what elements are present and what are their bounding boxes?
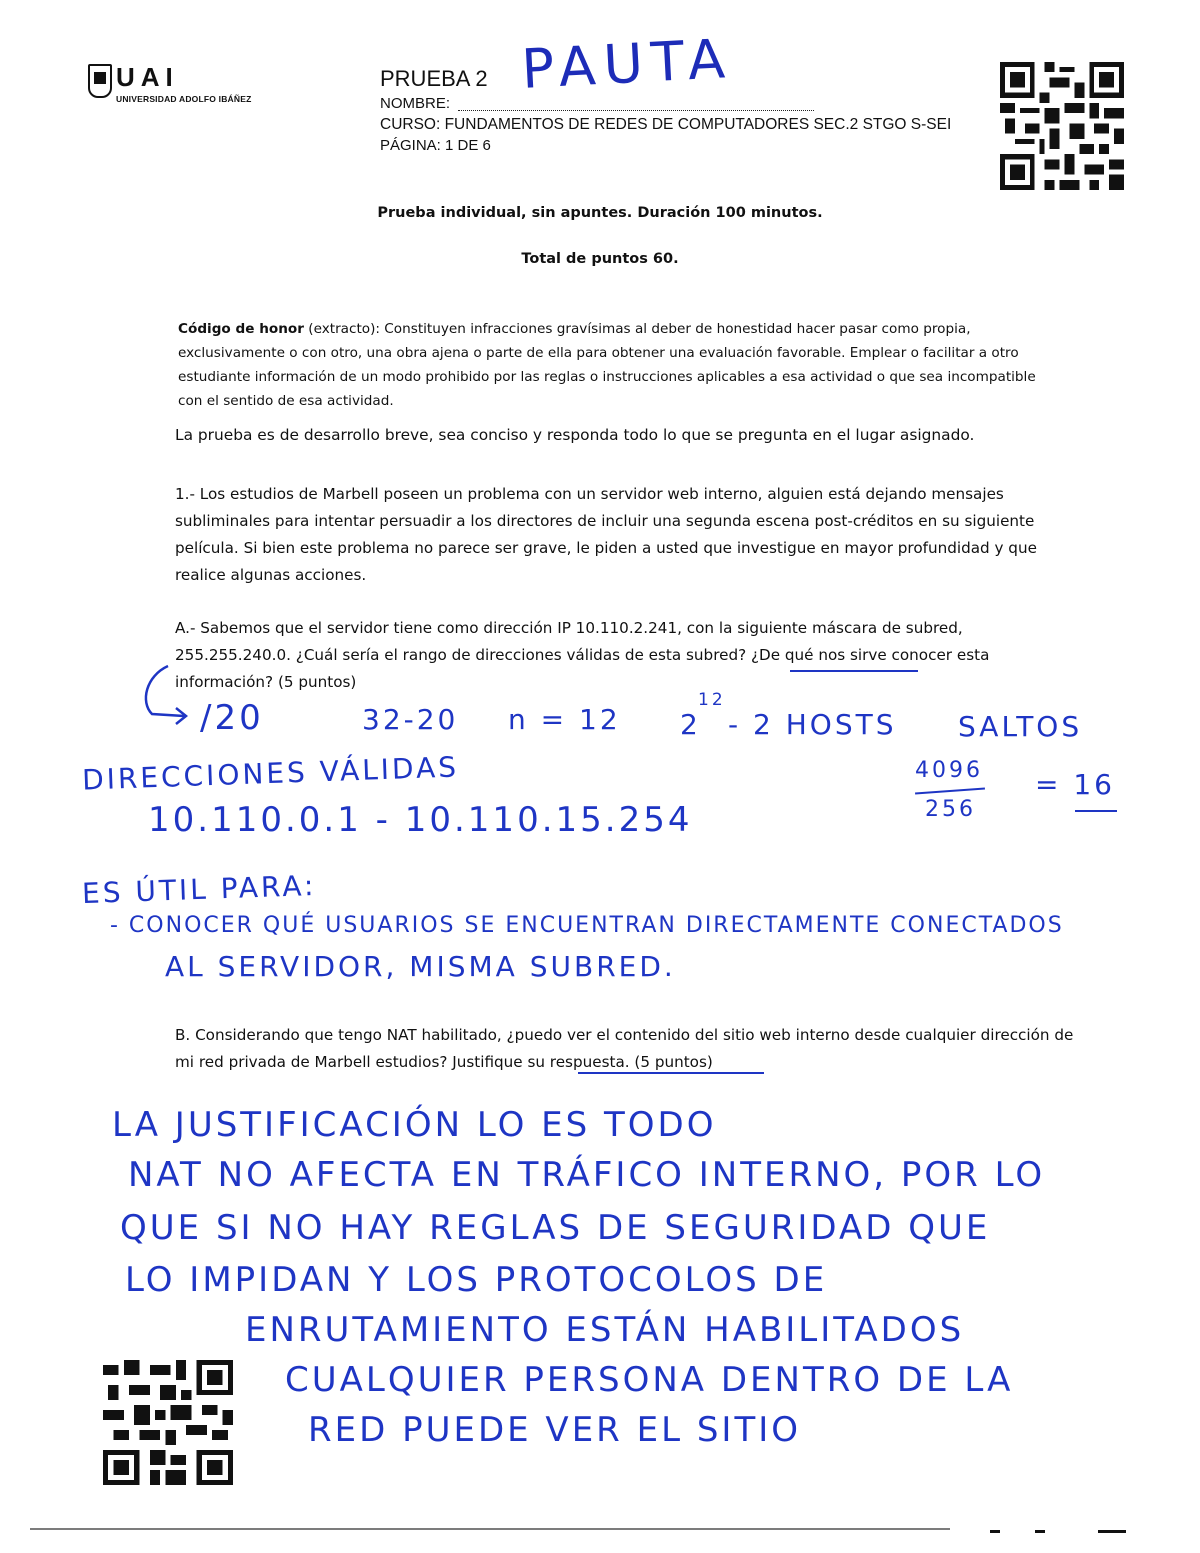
answer-a-n: n = 12 — [508, 703, 621, 736]
crest-icon — [88, 64, 112, 98]
logo-text: UAI — [116, 62, 179, 92]
answer-a-hosts-rest: - 2 HOSTS — [728, 708, 897, 741]
answer-a-div-num: 4096 — [915, 758, 983, 783]
corner-mark — [1035, 1530, 1045, 1533]
name-field-line — [458, 110, 814, 111]
underline-mark — [790, 670, 918, 672]
justify-underline — [578, 1072, 764, 1074]
honor-code-label: Código de honor — [178, 321, 304, 337]
answer-a-saltos-label: SALTOS — [958, 710, 1083, 743]
answer-a-hosts-exp: 12 — [698, 690, 726, 710]
answer-b-line-1: LA JUSTIFICACIÓN LO ES TODO — [112, 1105, 717, 1145]
qr-code-icon — [103, 1360, 233, 1485]
corner-mark — [990, 1530, 1000, 1533]
instructions-line-1: Prueba individual, sin apuntes. Duración 100 minutos. — [377, 205, 823, 221]
handwritten-name: PAUTA — [520, 26, 735, 101]
answer-a-hosts-base: 2 — [680, 708, 701, 741]
logo-subtitle: UNIVERSIDAD ADOLFO IBÁÑEZ — [116, 94, 252, 104]
answer-b-line-6: CUALQUIER PERSONA DENTRO DE LA — [285, 1360, 1014, 1400]
question-b-text: B. Considerando que tengo NAT habilitado, ¿puedo ver el contenido del sitio web interno desde cualquier dirección de mi red privada de Marbell estudios? Justifique su respuesta. (5 puntos) — [175, 1026, 1074, 1071]
result-underline — [1075, 810, 1117, 812]
bracket-arrow-mark — [138, 662, 198, 732]
page-bottom-rule — [30, 1528, 950, 1530]
answer-a-prefix: /20 — [200, 698, 264, 738]
course-line: CURSO: FUNDAMENTOS DE REDES DE COMPUTADORES SEC.2 STGO S-SEI — [380, 116, 952, 133]
university-logo — [88, 62, 252, 110]
answer-a-calc: 32-20 — [362, 703, 459, 736]
answer-b-line-5: ENRUTAMIENTO ESTÁN HABILITADOS — [245, 1310, 965, 1350]
name-label: NOMBRE: — [380, 95, 451, 112]
answer-a-range: 10.110.0.1 - 10.110.15.254 — [148, 800, 693, 840]
page-indicator: PÁGINA: 1 DE 6 — [380, 137, 491, 154]
honor-code-text: (extracto): Constituyen infracciones gravísimas al deber de honestidad hacer pasar como propia, exclusivamente o con otro, una obra ajena o parte de ella para obtener una evaluación favorable. Emplear o facilitar a otro estudiante información de un modo prohibido por las reglas o instrucciones aplicables a esa actividad o que sea incompatible con el sentido de esa actividad. — [178, 321, 1036, 409]
question-1-text: 1.- Los estudios de Marbell poseen un problema con un servidor web interno, alguien está dejando mensajes subliminales para intentar persuadir a los directores de incluir una segunda escena post-créditos en su siguiente película. Si bien este problema no parece ser grave, le piden a usted que investigue en mayor profundidad y que realice algunas acciones. — [175, 485, 1037, 584]
answer-a-div-den: 256 — [925, 797, 976, 822]
answer-a-div-result: = 16 — [1035, 768, 1115, 801]
fraction-line — [915, 788, 985, 795]
answer-b-line-2: NAT NO AFECTA EN TRÁFICO INTERNO, POR LO — [128, 1155, 1046, 1195]
answer-a-useful-line-2: AL SERVIDOR, MISMA SUBRED. — [165, 950, 676, 983]
answer-b-line-7: RED PUEDE VER EL SITIO — [308, 1410, 802, 1450]
answer-a-useful-label: ES ÚTIL PARA: — [81, 868, 317, 911]
honor-code — [178, 317, 1048, 413]
exam-title: PRUEBA 2 — [380, 66, 488, 91]
corner-mark — [1098, 1530, 1126, 1533]
qr-code-icon — [1000, 62, 1124, 190]
answer-a-useful-line-1: - CONOCER QUÉ USUARIOS SE ENCUENTRAN DIRECTAMENTE CONECTADOS — [110, 913, 1064, 938]
answer-b-line-3: QUE SI NO HAY REGLAS DE SEGURIDAD QUE — [120, 1208, 991, 1248]
question-a-text: A.- Sabemos que el servidor tiene como dirección IP 10.110.2.241, con la siguiente máscara de subred, 255.255.240.0. ¿Cuál sería el rango de direcciones válidas de esta subred? ¿De qué nos sirve conocer esta información? (5 puntos) — [175, 619, 990, 691]
exam-intro: La prueba es de desarrollo breve, sea conciso y responda todo lo que se pregunta en el lugar asignado. — [175, 426, 975, 444]
answer-b-line-4: LO IMPIDAN Y LOS PROTOCOLOS DE — [125, 1260, 828, 1300]
answer-a-valid-label: DIRECCIONES VÁLIDAS — [81, 750, 460, 797]
instructions-line-2: Total de puntos 60. — [521, 251, 679, 267]
